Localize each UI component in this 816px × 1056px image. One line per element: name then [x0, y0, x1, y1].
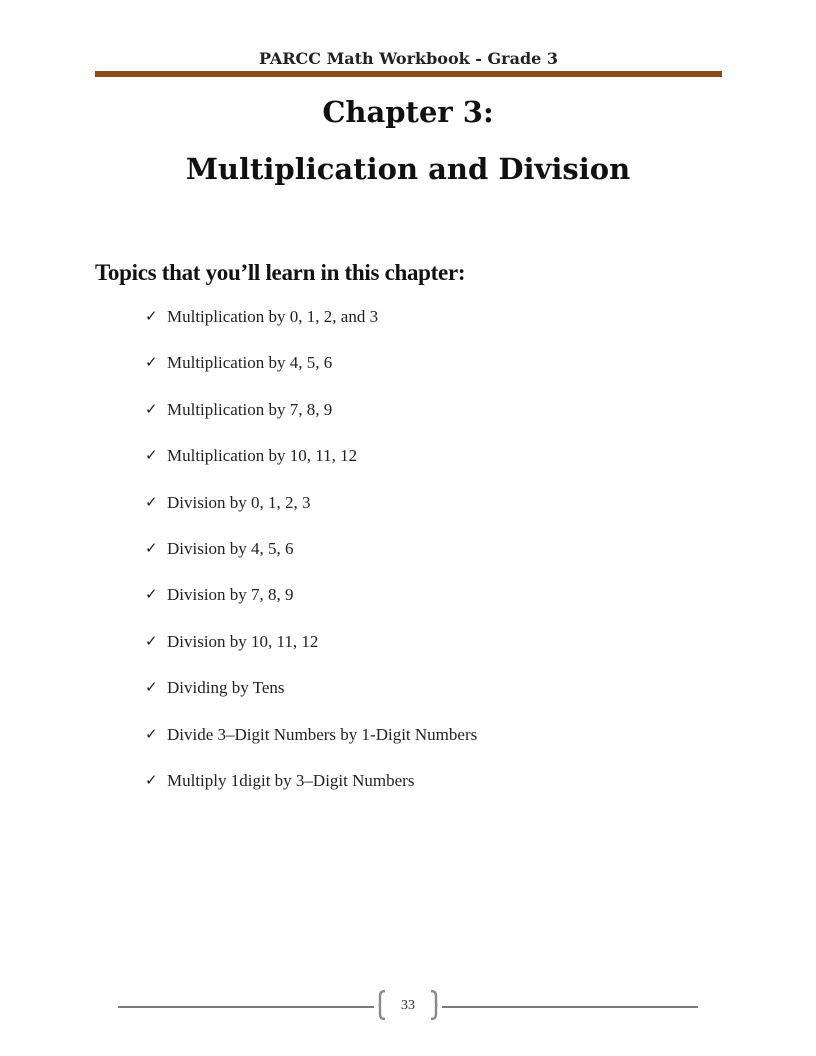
- topic-list: [145, 306, 477, 816]
- list-item: [145, 770, 477, 816]
- check-icon: ✓: [145, 492, 158, 511]
- page-number-frame: [374, 990, 442, 1022]
- topic-label: Division by 7, 8, 9: [167, 585, 294, 605]
- topic-label: Multiplication by 0, 1, 2, and 3: [167, 307, 379, 326]
- page-number: 33: [401, 998, 415, 1013]
- topic-label: Division by 0, 1, 2, 3: [167, 492, 311, 512]
- check-icon: ✓: [145, 724, 158, 743]
- check-icon: ✓: [145, 538, 158, 557]
- topic-label: Multiply 1digit by 3–Digit Numbers: [167, 770, 415, 790]
- list-item: [145, 538, 477, 584]
- topic-label: Dividing by Tens: [167, 678, 285, 698]
- header-rule: [95, 71, 722, 77]
- list-item: [145, 445, 477, 491]
- check-icon: ✓: [145, 585, 158, 604]
- check-icon: ✓: [145, 770, 158, 789]
- list-item: [145, 399, 477, 445]
- running-header: PARCC Math Workbook - Grade 3: [258, 49, 559, 68]
- list-item: [145, 631, 477, 677]
- list-item: [145, 352, 477, 398]
- list-item: [145, 724, 477, 770]
- right-bracket-icon: [430, 990, 438, 1020]
- footer-rule-left: [118, 1006, 374, 1008]
- check-icon: ✓: [145, 631, 158, 650]
- check-icon: ✓: [145, 399, 158, 418]
- check-icon: ✓: [145, 678, 158, 697]
- topic-label: Division by 4, 5, 6: [167, 538, 294, 558]
- list-item: [145, 584, 477, 630]
- check-icon: ✓: [145, 307, 158, 325]
- list-item: [145, 677, 477, 723]
- topic-label: Multiplication by 7, 8, 9: [167, 399, 333, 419]
- topic-label: Division by 10, 11, 12: [167, 631, 319, 651]
- topic-label: Divide 3–Digit Numbers by 1-Digit Numbers: [167, 724, 478, 744]
- topic-label: Multiplication by 4, 5, 6: [167, 353, 333, 373]
- check-icon: ✓: [145, 446, 158, 465]
- list-item: [145, 306, 477, 352]
- list-item: [145, 492, 477, 538]
- check-icon: ✓: [145, 353, 158, 372]
- chapter-title: Multiplication and Division: [185, 152, 631, 186]
- chapter-number: Chapter 3:: [322, 95, 494, 129]
- topic-label: Multiplication by 10, 11, 12: [167, 446, 358, 466]
- topics-heading: Topics that you’ll learn in this chapter:: [95, 260, 466, 285]
- footer-rule-right: [442, 1006, 698, 1008]
